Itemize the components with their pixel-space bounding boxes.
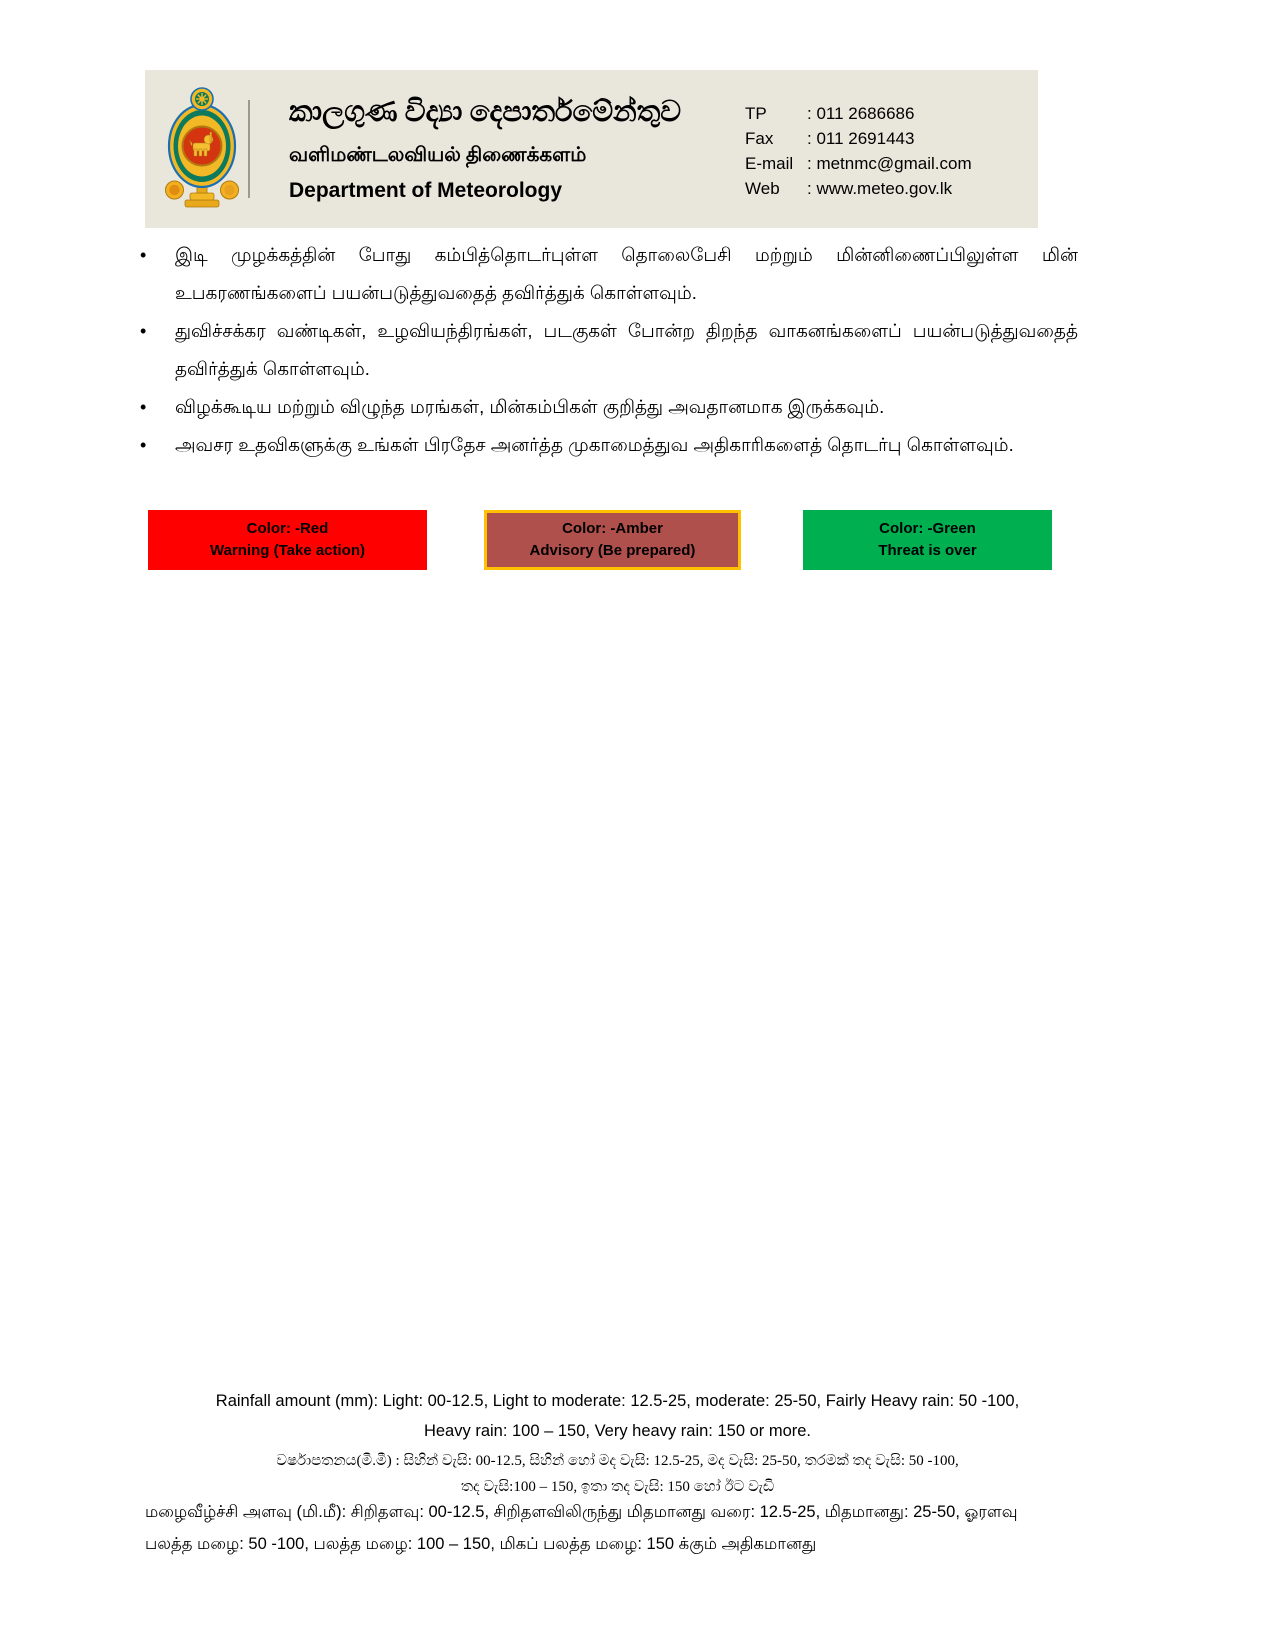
bullet-text: விழக்கூடிய மற்றும் விழுந்த மரங்கள், மின்கம்பிகள் குறித்து அவதானமாக இருக்கவும். <box>175 396 885 417</box>
national-emblem-logo <box>163 86 241 210</box>
dept-title-tamil: வளிமண்டலவியல் திணைக்களம் <box>289 144 587 167</box>
letterhead-header <box>145 70 1038 228</box>
contact-label: TP <box>745 104 767 123</box>
list-item <box>140 312 1078 388</box>
department-titles <box>289 94 739 203</box>
bullet-text: துவிச்சக்கர வண்டிகள், உழவியந்திரங்கள், படகுகள் போன்ற திறந்த வாகனங்களைப் பயன்படுத்துவதைத் தவிர்த்துக் கொள்ளவும். <box>175 320 1078 379</box>
legend-box-green <box>803 510 1052 570</box>
contact-value: : www.meteo.gov.lk <box>807 179 953 198</box>
safety-instructions-list <box>140 236 1078 464</box>
legend-title: Color: -Amber <box>562 520 663 537</box>
contact-label: Fax <box>745 129 774 148</box>
rainfall-note-sinhala-line2: තද වැසි:100 – 150, ඉතා තද වැසි: 150 හෝ ඊට වැඩි <box>460 1479 775 1495</box>
bullet-icon: • <box>140 435 147 455</box>
legend-subtitle: Warning (Take action) <box>209 542 365 559</box>
header-divider <box>248 100 250 198</box>
bullet-text: இடி முழக்கத்தின் போது கம்பித்தொடர்புள்ள தொலைபேசி மற்றும் மின்னிணைப்பிலுள்ள மின் உபகரணங்களைப் பயன்படுத்துவதைத் தவிர்த்துக் கொள்ளவும். <box>175 244 1078 303</box>
bullet-icon: • <box>140 321 147 341</box>
contact-value: : 011 2686686 <box>807 104 915 123</box>
legend-subtitle: Advisory (Be prepared) <box>529 542 696 559</box>
dept-title-sinhala: කාලගුණ විද්‍යා දෙපාර්තමේන්තුව <box>289 96 682 128</box>
legend-title: Color: -Red <box>246 520 329 537</box>
rainfall-note-sinhala-line1: වර්ෂාපතනය(මී.මී) : සිහින් වැසි: 00-12.5, සිහින් හෝ මද වැසි: 12.5-25, මද වැසි: 25-50, තරමක් තද වැසි: 50 -100, <box>276 1453 959 1469</box>
dept-title-english: Department of Meteorology <box>289 179 563 203</box>
bullet-text: அவசர உதவிகளுக்கு உங்கள் பிரதேச அனர்த்த முகாமைத்துவ அதிகாரிகளைத் தொடர்பு கொள்ளவும். <box>175 434 1014 455</box>
legend-box-red <box>148 510 427 570</box>
contact-row-web <box>745 176 1025 201</box>
rainfall-note-english-line2: Heavy rain: 100 – 150, Very heavy rain: 150 or more. <box>423 1422 812 1440</box>
rainfall-note-tamil-line1: மழைவீழ்ச்சி அளவு (மி.மீ): சிறிதளவு: 00-12.5, சிறிதளவிலிருந்து மிதமானது வரை: 12.5-25, மிதமானது: 25-50, ஓரளவு <box>145 1503 1018 1521</box>
contact-block <box>745 101 1025 201</box>
contact-label: E-mail <box>745 154 794 173</box>
contact-value: : metnmc@gmail.com <box>807 154 972 173</box>
contact-row-email <box>745 151 1025 176</box>
bullet-icon: • <box>140 245 147 265</box>
contact-value: : 011 2691443 <box>807 129 915 148</box>
bullet-icon: • <box>140 397 147 417</box>
list-item <box>140 426 1078 464</box>
legend-box-amber <box>484 510 741 570</box>
sri-lanka-emblem-icon <box>163 86 241 210</box>
contact-label: Web <box>745 179 780 198</box>
list-item <box>140 388 1078 426</box>
legend-title: Color: -Green <box>879 520 976 537</box>
contact-row-fax <box>745 126 1025 151</box>
rainfall-note-english-line1: Rainfall amount (mm): Light: 00-12.5, Light to moderate: 12.5-25, moderate: 25-50, Fairly Heavy rain: 50 -100, <box>215 1392 1020 1410</box>
list-item <box>140 236 1078 312</box>
contact-row-tp <box>745 101 1025 126</box>
legend-subtitle: Threat is over <box>878 542 977 559</box>
rainfall-note-tamil-line2: பலத்த மழை: 50 -100, பலத்த மழை: 100 – 150, மிகப் பலத்த மழை: 150 க்கும் அதிகமானது <box>145 1535 817 1553</box>
